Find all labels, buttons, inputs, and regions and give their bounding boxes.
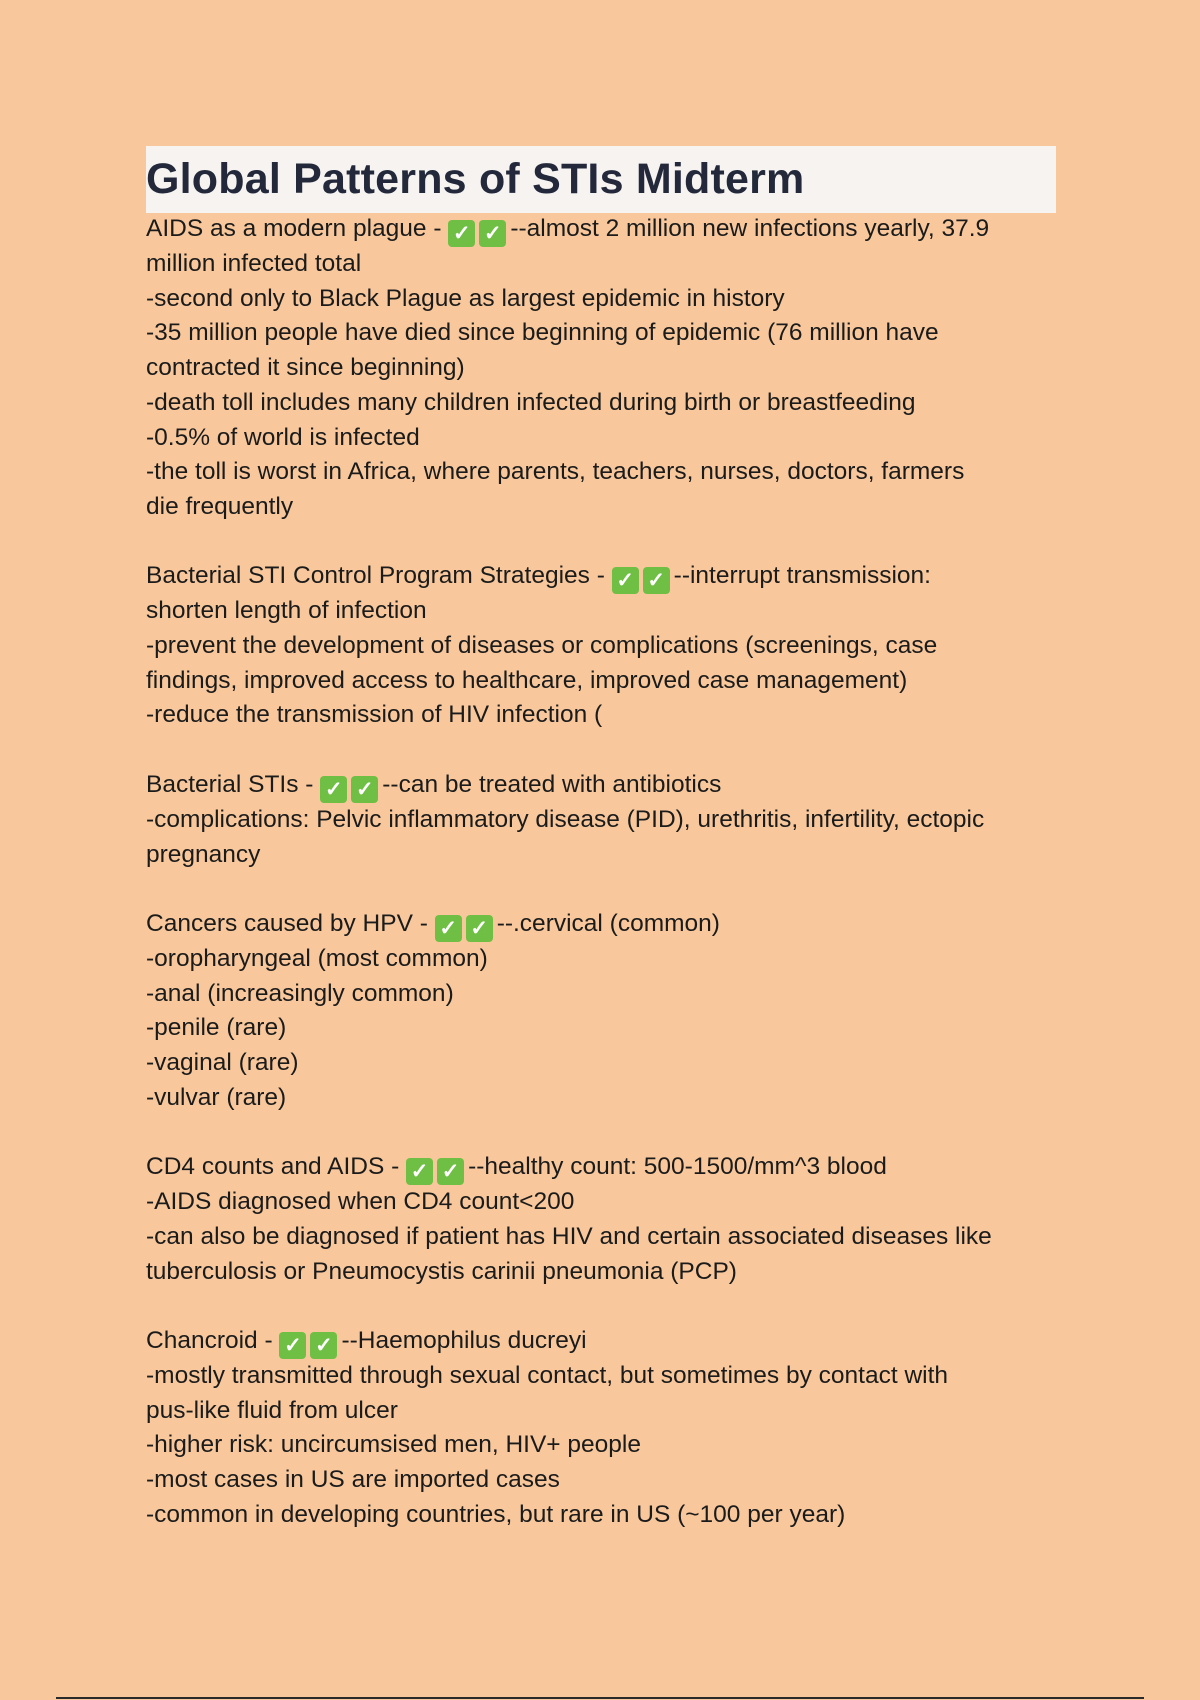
check-mark-icon: ✓	[466, 915, 493, 942]
entry-detail-line: shorten length of infection	[146, 597, 427, 625]
check-mark-icon: ✓	[406, 1158, 433, 1185]
entry-detail-line: -vulvar (rare)	[146, 1083, 287, 1111]
entry-detail-line: -anal (increasingly common)	[146, 979, 454, 1007]
check-mark-icon: ✓	[320, 776, 347, 803]
entry-detail-line: pregnancy	[146, 840, 261, 868]
entry-detail-line: -prevent the development of diseases or complications (screenings, case	[146, 632, 938, 660]
entry-answer: --.cervical (common)	[496, 909, 720, 937]
flashcard-entry	[146, 212, 1066, 525]
check-mark-icon: ✓	[612, 567, 639, 594]
entry-term: Chancroid -	[146, 1326, 280, 1354]
entry-detail-line: -death toll includes many children infected during birth or breastfeeding	[146, 388, 916, 416]
check-mark-icon: ✓	[310, 1332, 337, 1359]
entry-first-line	[146, 768, 1066, 803]
entry-first-line	[146, 212, 1066, 247]
check-mark-icon: ✓	[437, 1158, 464, 1185]
check-mark-icon: ✓	[279, 1332, 306, 1359]
entry-detail-line: -mostly transmitted through sexual contact, but sometimes by contact with	[146, 1361, 949, 1389]
entry-answer: --interrupt transmission:	[673, 562, 931, 590]
entry-term: Cancers caused by HPV -	[146, 909, 435, 937]
entry-detail-line: -35 million people have died since beginning of epidemic (76 million have	[146, 319, 939, 347]
entry-detail-line: -0.5% of world is infected	[146, 423, 420, 451]
entry-detail-line: -vaginal (rare)	[146, 1049, 299, 1077]
flashcard-entry	[146, 907, 1066, 1116]
entry-detail-line: pus-like fluid from ulcer	[146, 1396, 398, 1424]
entry-term: CD4 counts and AIDS -	[146, 1153, 407, 1181]
entry-detail-line: -AIDS diagnosed when CD4 count<200	[146, 1188, 575, 1216]
entry-detail-line: -can also be diagnosed if patient has HIV and certain associated diseases like	[146, 1222, 992, 1250]
check-mark-icon: ✓	[448, 220, 475, 247]
entry-first-line	[146, 907, 1066, 942]
entry-detail-line: million infected total	[146, 250, 362, 277]
check-mark-icon: ✓	[643, 567, 670, 594]
entry-first-line	[146, 559, 1066, 594]
entry-detail-line: contracted it since beginning)	[146, 354, 465, 382]
entry-term: Bacterial STI Control Program Strategies -	[146, 562, 612, 590]
entry-term: AIDS as a modern plague -	[146, 215, 449, 242]
entry-detail-line: findings, improved access to healthcare, improved case management)	[146, 666, 908, 694]
check-mark-icon: ✓	[435, 915, 462, 942]
entry-detail-line: -the toll is worst in Africa, where parents, teachers, nurses, doctors, farmers	[146, 458, 965, 486]
entry-detail-line: -complications: Pelvic inflammatory disease (PID), urethritis, infertility, ectopic	[146, 805, 985, 833]
flashcard-entry	[146, 1324, 1066, 1533]
check-mark-icon: ✓	[479, 220, 506, 247]
entry-answer: --almost 2 million new infections yearly, 37.9	[510, 215, 990, 242]
entry-detail-line: -reduce the transmission of HIV infection (	[146, 701, 603, 729]
entry-detail-line: -penile (rare)	[146, 1014, 287, 1042]
page-divider	[56, 1697, 1144, 1699]
entry-answer: --can be treated with antibiotics	[382, 770, 722, 798]
title-banner	[146, 146, 1056, 213]
entry-first-line	[146, 1150, 1066, 1185]
entry-detail-line: -most cases in US are imported cases	[146, 1466, 560, 1494]
entry-detail-line: -oropharyngeal (most common)	[146, 944, 488, 972]
document-title: Global Patterns of STIs Midterm	[146, 155, 805, 203]
entry-first-line	[146, 1324, 1066, 1359]
check-mark-icon: ✓	[351, 776, 378, 803]
entry-detail-line: -common in developing countries, but rare in US (~100 per year)	[146, 1500, 846, 1528]
entry-detail-line: tuberculosis or Pneumocystis carinii pneumonia (PCP)	[146, 1257, 737, 1285]
entry-answer: --healthy count: 500-1500/mm^3 blood	[468, 1153, 887, 1181]
entry-detail-line: -higher risk: uncircumsised men, HIV+ people	[146, 1431, 641, 1459]
flashcard-entry	[146, 1150, 1066, 1289]
flashcard-entry	[146, 559, 1066, 733]
flashcard-list	[146, 212, 1066, 1567]
entry-detail-line: -second only to Black Plague as largest epidemic in history	[146, 284, 785, 312]
flashcard-entry	[146, 768, 1066, 872]
entry-detail-line: die frequently	[146, 492, 294, 520]
entry-answer: --Haemophilus ducreyi	[341, 1326, 587, 1354]
entry-term: Bacterial STIs -	[146, 770, 321, 798]
